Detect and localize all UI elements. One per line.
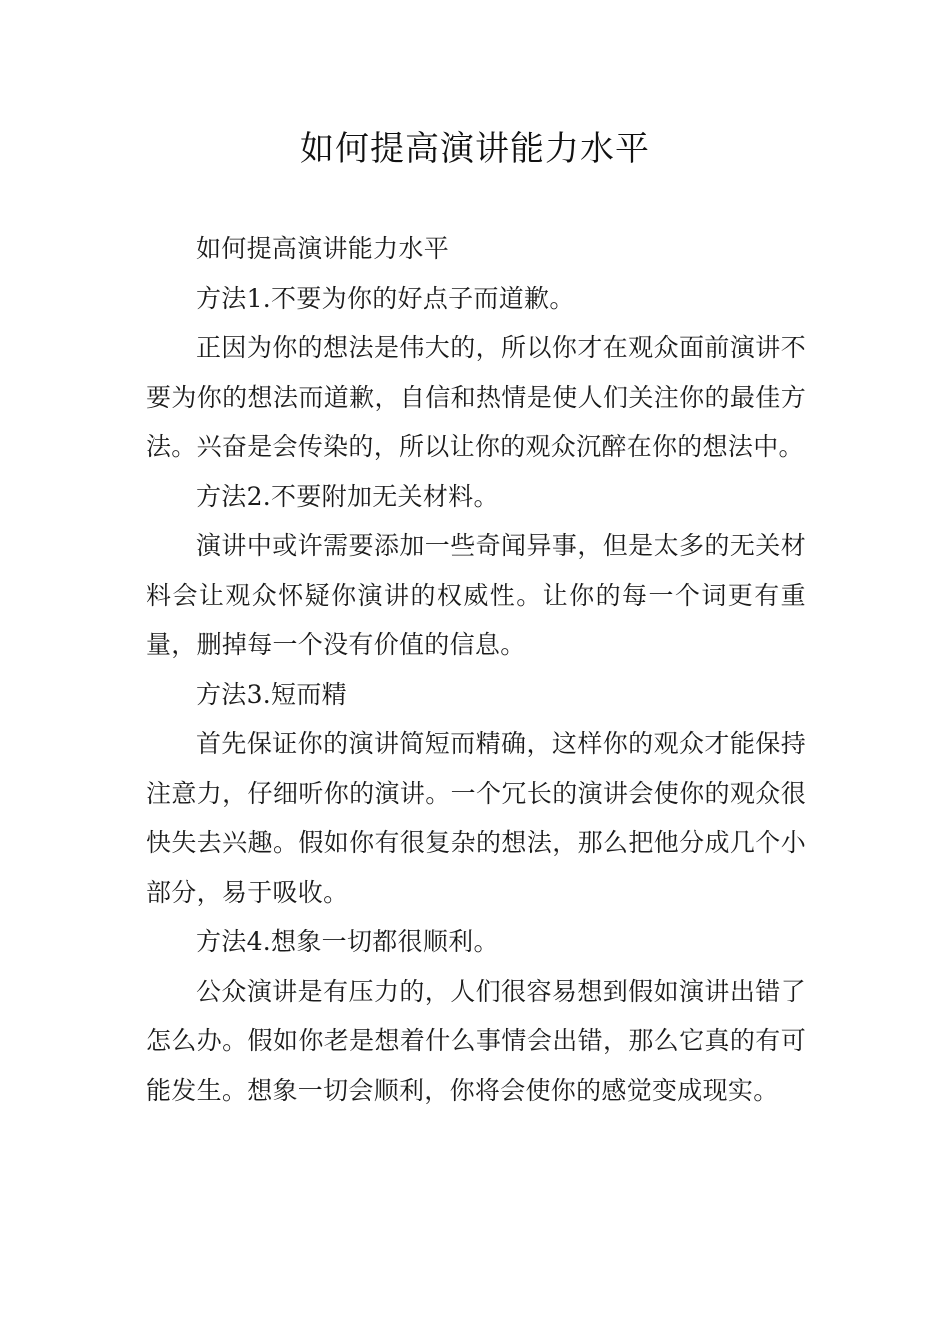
document-title: 如何提高演讲能力水平 [300, 129, 650, 169]
paragraph-method-3-body: 首先保证你的演讲简短而精确，这样你的观众才能保持注意力，仔细听你的演讲。一个冗长的演讲会使你的观众很快失去兴趣。假如你有很复杂的想法，那么把他分成几个小部分，易于吸收。 [146, 729, 806, 907]
document-body [146, 224, 806, 1115]
paragraph-method-1-body: 正因为你的想法是伟大的，所以你才在观众面前演讲不要为你的想法而道歉，自信和热情是使人们关注你的最佳方法。兴奋是会传染的，所以让你的观众沉醉在你的想法中。 [146, 333, 806, 461]
paragraph-method-3-heading: 方法3.短而精 [196, 679, 347, 709]
paragraph-method-2-heading: 方法2.不要附加无关材料。 [196, 481, 499, 511]
paragraph-method-4-heading: 方法4.想象一切都很顺利。 [196, 927, 499, 956]
paragraph-method-2-body: 演讲中或许需要添加一些奇闻异事，但是太多的无关材料会让观众怀疑你演讲的权威性。让你的每一个词更有重量，删掉每一个没有价值的信息。 [146, 531, 806, 659]
paragraph-method-1-heading: 方法1.不要为你的好点子而道歉。 [196, 283, 575, 313]
paragraph-method-4-body: 公众演讲是有压力的，人们很容易想到假如演讲出错了怎么办。假如你老是想着什么事情会出错，那么它真的有可能发生。想象一切会顺利，你将会使你的感觉变成现实。 [146, 976, 806, 1105]
paragraph-subtitle: 如何提高演讲能力水平 [196, 234, 450, 263]
